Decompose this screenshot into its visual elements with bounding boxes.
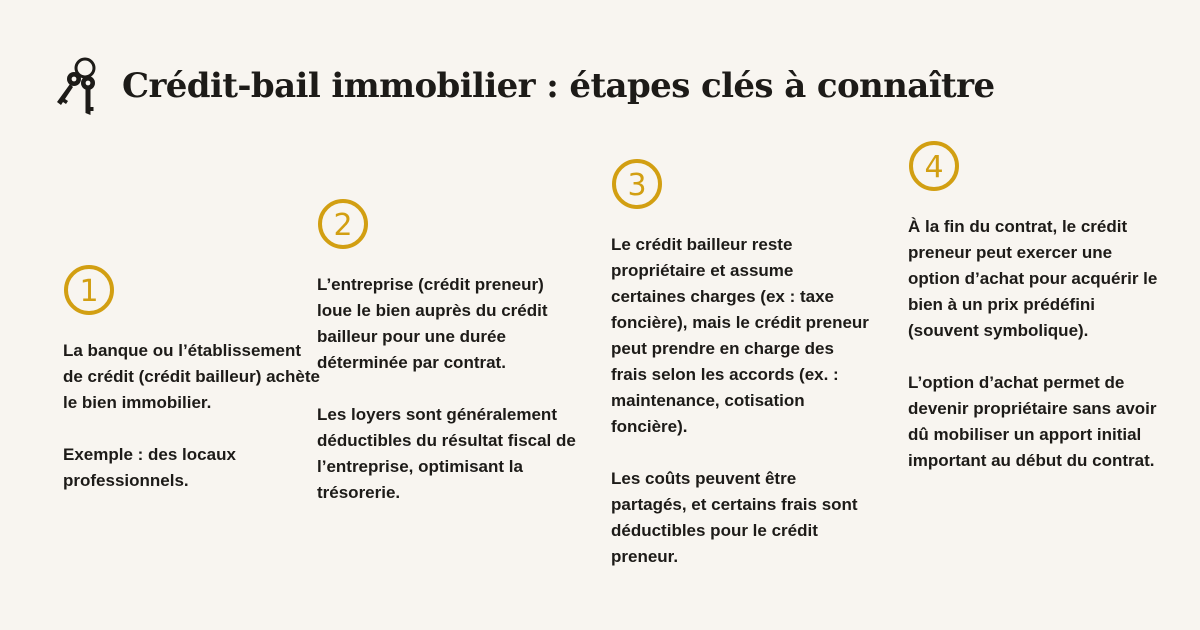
step-text: Le crédit bailleur reste propriétaire et assume certaines charges (ex : taxe foncière), mais le crédit preneur peut prendre en charge des frais selon les accords (ex. : maintenance, cotisation foncière). (611, 235, 869, 436)
step-note: Exemple : des locaux professionnels. (63, 445, 236, 490)
step-note: Les loyers sont généralement déductibles du résultat fiscal de l’entreprise, optimisant la trésorerie. (317, 405, 576, 502)
step-number: 2 (333, 208, 353, 243)
step-number: 3 (627, 168, 647, 203)
header (52, 54, 994, 118)
step-body (908, 214, 1168, 474)
step-text: À la fin du contrat, le crédit preneur peut exercer une option d’achat pour acquérir le bien à un prix prédéfini (souvent symbolique). (908, 217, 1158, 340)
step-body (317, 272, 577, 506)
step-number-4-icon (908, 140, 960, 192)
step-3 (611, 158, 871, 570)
step-note: L’option d’achat permet de devenir propriétaire sans avoir dû mobiliser un apport initial important au début du contrat. (908, 373, 1157, 470)
page-title: Crédit-bail immobilier : étapes clés à connaître (122, 66, 995, 106)
step-4 (908, 140, 1168, 474)
step-number-3-icon (611, 158, 663, 210)
step-2 (317, 198, 577, 506)
step-note: Les coûts peuvent être partagés, et certains frais sont déductibles pour le crédit preneur. (611, 469, 858, 566)
keys-icon (52, 55, 104, 117)
step-1 (63, 264, 323, 494)
step-body (63, 338, 323, 494)
step-number: 1 (79, 274, 99, 309)
step-number-2-icon (317, 198, 369, 250)
step-body (611, 232, 871, 570)
step-text: L’entreprise (crédit preneur) loue le bien auprès du crédit bailleur pour une durée déterminée par contrat. (317, 275, 548, 372)
step-number-1-icon (63, 264, 115, 316)
step-text: La banque ou l’établissement de crédit (crédit bailleur) achète le bien immobilier. (63, 341, 320, 412)
step-number: 4 (924, 150, 944, 185)
